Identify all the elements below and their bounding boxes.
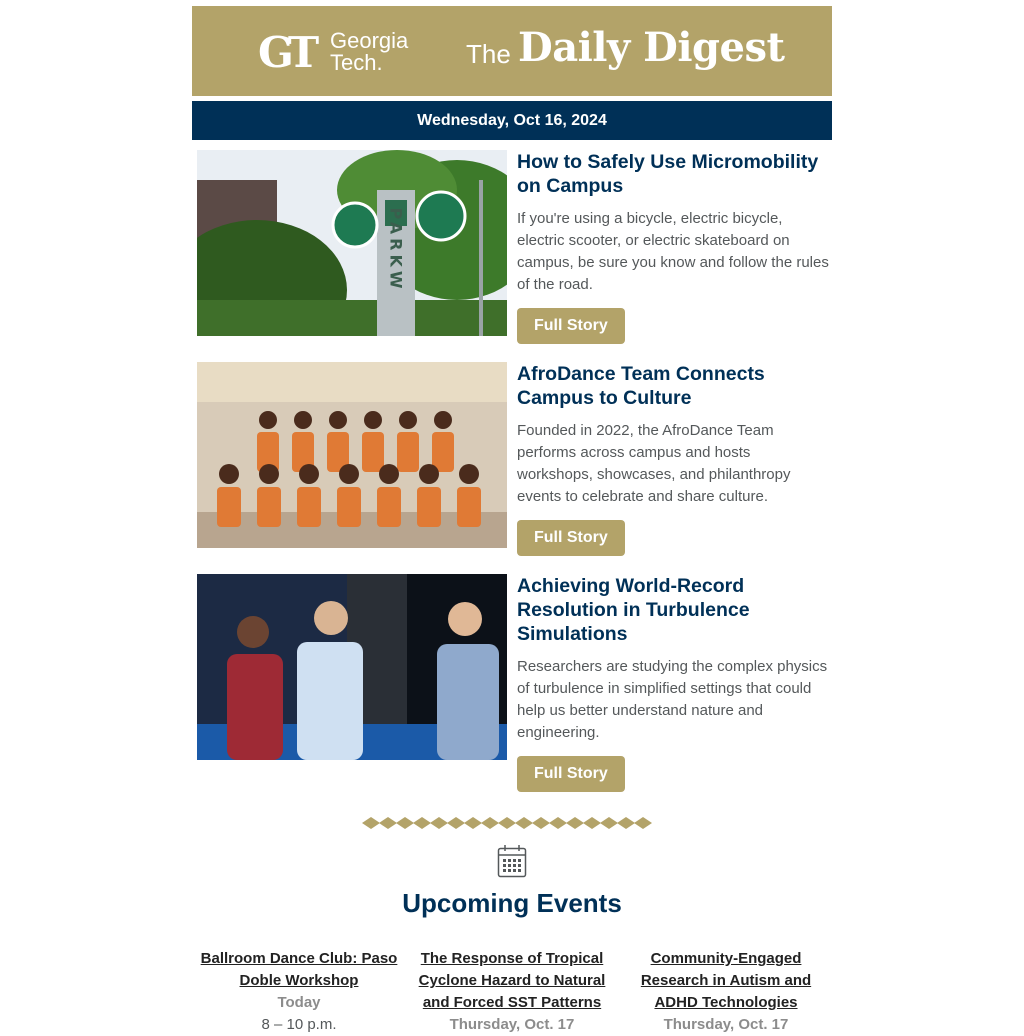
story-image-micromobility[interactable]: [197, 150, 507, 336]
story-title[interactable]: Achieving World-Record Resolution in Turbulence Simulations: [517, 575, 750, 645]
newsletter-title: Daily Digest: [518, 24, 785, 71]
logo-text-tech: Tech.: [330, 50, 383, 75]
story-text: [517, 150, 829, 344]
story-text: [517, 362, 829, 556]
story-summary: If you're using a bicycle, electric bicycle, electric scooter, or electric skateboard on campus, be sure you know and follow the rules of the road.: [517, 210, 829, 293]
story-text: [517, 574, 829, 792]
story-title[interactable]: AfroDance Team Connects Campus to Culture: [517, 363, 765, 409]
story-summary: Founded in 2022, the AfroDance Team performs across campus and hosts workshops, showcases, and philanthropy events to celebrate and share culture.: [517, 422, 791, 505]
sign-text: PARKW: [386, 207, 406, 293]
event-title-link[interactable]: Community-Engaged Research in Autism and ADHD Technologies: [640, 950, 812, 1011]
calendar-icon: [497, 844, 527, 878]
gt-monogram: GT: [258, 28, 314, 77]
issue-date: Wednesday, Oct 16, 2024: [192, 101, 832, 140]
full-story-button[interactable]: Full Story: [517, 520, 625, 556]
story-image-afrodance[interactable]: [197, 362, 507, 548]
title-prefix: The: [466, 39, 511, 69]
masthead: [192, 6, 832, 96]
newsletter: [192, 6, 832, 1033]
story-image-turbulence[interactable]: [197, 574, 507, 760]
story-title[interactable]: How to Safely Use Micromobility on Campus: [517, 151, 819, 197]
event-item: [199, 948, 399, 1036]
event-date: Thursday, Oct. 17: [449, 1016, 575, 1033]
event-date: Thursday, Oct. 17: [663, 1016, 789, 1033]
event-title-link[interactable]: Ballroom Dance Club: Paso Doble Workshop: [200, 950, 398, 989]
event-date: Today: [277, 994, 321, 1011]
event-time: 8 – 10 p.m.: [261, 1016, 337, 1033]
event-item: [626, 948, 826, 1036]
full-story-button[interactable]: Full Story: [517, 756, 625, 792]
event-item: [412, 948, 612, 1036]
logo-text-georgia: Georgia: [330, 28, 409, 53]
event-title-link[interactable]: The Response of Tropical Cyclone Hazard to Natural and Forced SST Patterns: [418, 950, 606, 1011]
events-heading: Upcoming Events: [402, 888, 622, 918]
diamond-divider: [362, 812, 662, 834]
georgia-tech-logo[interactable]: [258, 30, 418, 78]
full-story-button[interactable]: Full Story: [517, 308, 625, 344]
story-summary: Researchers are studying the complex physics of turbulence in simplified settings that could help us better understand nature and engineering.: [517, 658, 828, 741]
